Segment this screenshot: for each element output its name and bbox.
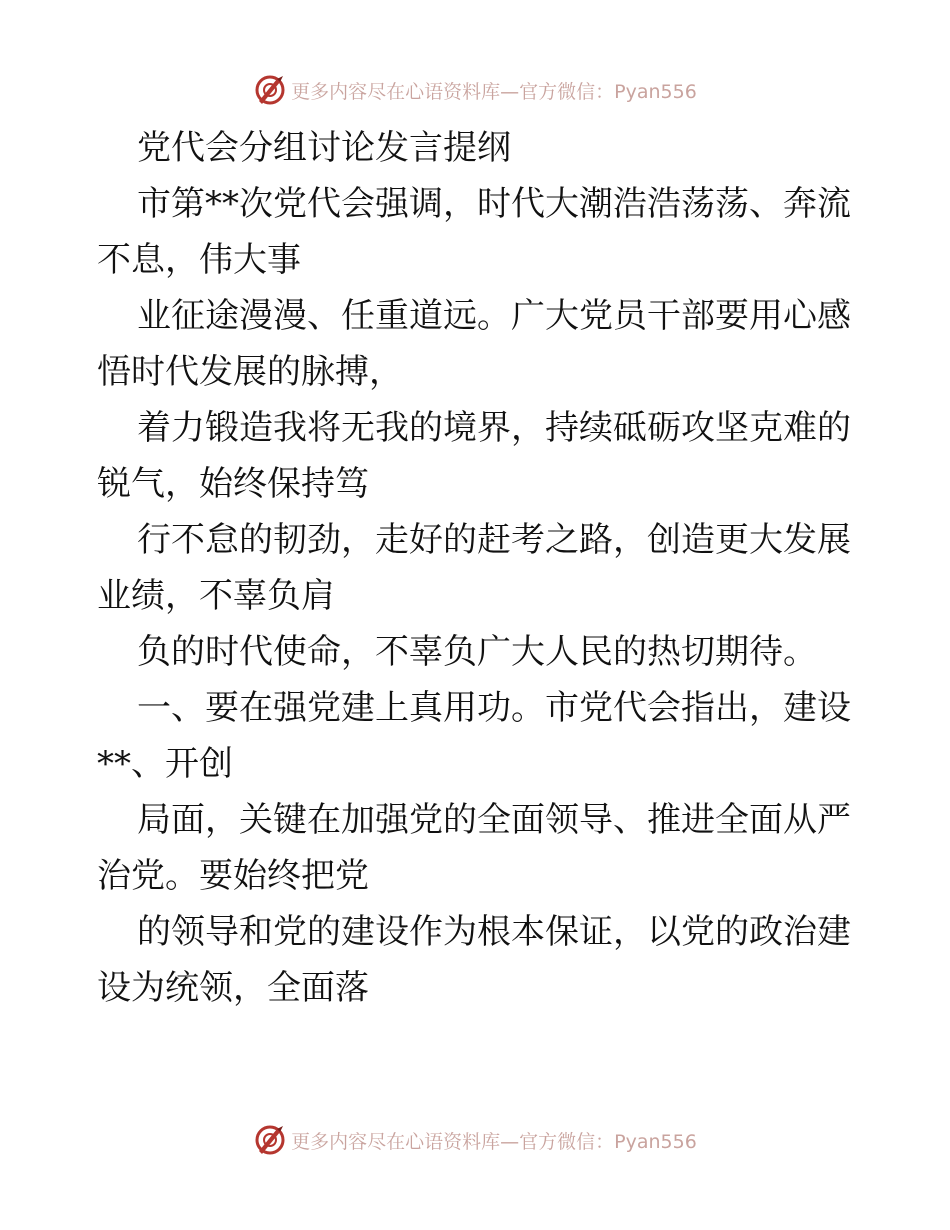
header-banner-text: 更多内容尽在心语资料库—官方微信：Pyan556 xyxy=(291,80,697,103)
section-heading-paragraph: 一、要在强党建上真用功。市党代会指出，建设**、开创 xyxy=(97,688,851,784)
header-banner xyxy=(0,70,950,110)
paragraph: 市第**次党代会强调，时代大潮浩浩荡荡、奔流不息，伟大事 xyxy=(97,184,851,280)
paragraph: 着力锻造我将无我的境界，持续砥砺攻坚克难的锐气，始终保持笃 xyxy=(97,408,851,504)
paragraph: 负的时代使命，不辜负广大人民的热切期待。 xyxy=(137,632,817,672)
logo-icon xyxy=(253,1123,287,1157)
logo-icon xyxy=(253,73,287,107)
paragraph: 局面，关键在加强党的全面领导、推进全面从严治党。要始终把党 xyxy=(97,800,851,896)
document-body xyxy=(97,120,857,1016)
footer-banner xyxy=(0,1120,950,1160)
paragraph: 的领导和党的建设作为根本保证，以党的政治建设为统领，全面落 xyxy=(97,912,851,1008)
paragraph: 行不怠的韧劲，走好的赶考之路，创造更大发展业绩，不辜负肩 xyxy=(97,520,851,616)
footer-banner-text: 更多内容尽在心语资料库—官方微信：Pyan556 xyxy=(291,1130,697,1153)
document-title: 党代会分组讨论发言提纲 xyxy=(137,128,511,168)
paragraph: 业征途漫漫、任重道远。广大党员干部要用心感悟时代发展的脉搏， xyxy=(97,296,851,392)
